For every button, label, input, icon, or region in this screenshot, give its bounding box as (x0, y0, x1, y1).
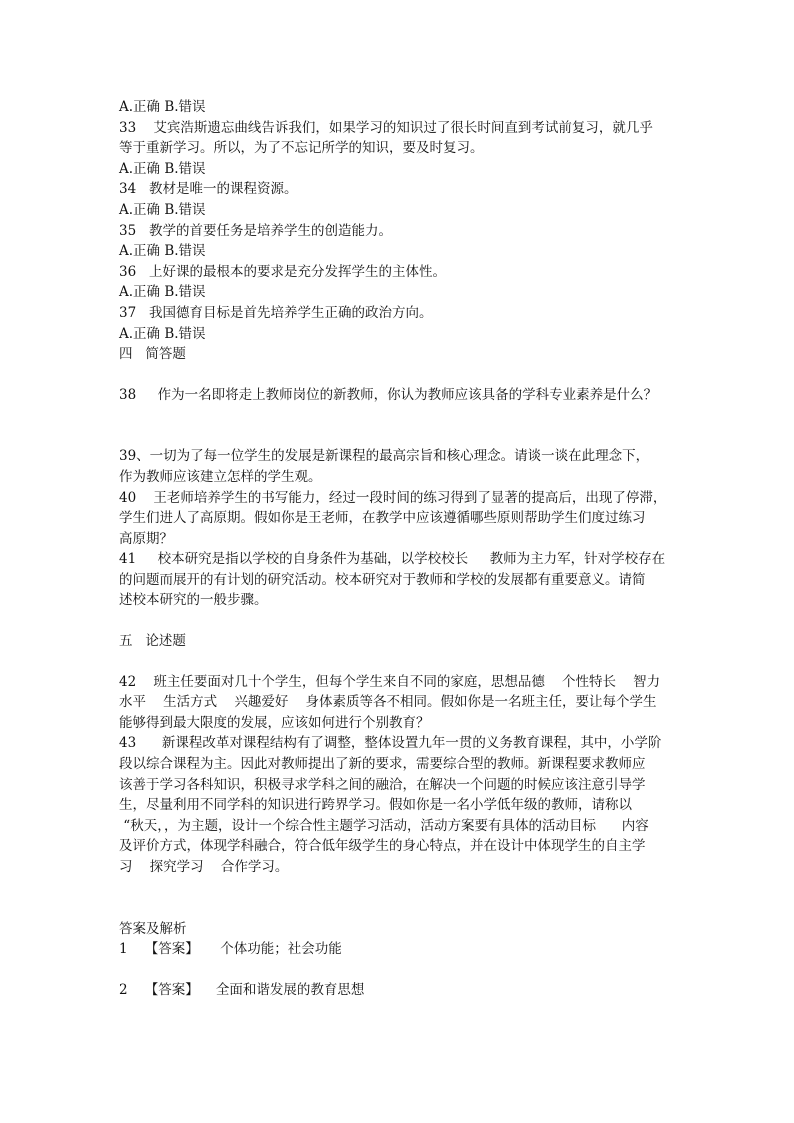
question-39-line1: 39、一切为了每一位学生的发展是新课程的最高宗旨和核心理念。请谈一谈在此理念下， (119, 448, 650, 465)
question-41-line3: 述校本研究的一般步骤。 (119, 592, 268, 609)
question-40-line1: 40 王老师培养学生的书写能力，经过一段时间的练习得到了显著的提高后，出现了停滞， (119, 489, 667, 506)
question-39-line2: 作为教师应该建立怎样的学生观。 (119, 468, 322, 485)
question-43-line6: 及评价方式，体现学科融合，符合低年级学生的身心特点，并在设计中体现学生的自主学 (119, 838, 646, 855)
answer-options: A.正确 B.错误 (119, 243, 206, 260)
answer-options: A.正确 B.错误 (119, 325, 206, 342)
question-41-line2: 的问题而展开的有计划的研究活动。校本研究对于教师和学校的发展都有重要意义。请简 (119, 571, 646, 588)
question-37: 37 我国德育目标是首先培养学生正确的政治方向。 (119, 304, 433, 321)
answer-options: A.正确 B.错误 (119, 160, 206, 177)
section-heading-essay: 五 论述题 (119, 633, 186, 650)
answer-options: A.正确 B.错误 (119, 99, 206, 115)
question-43-line7: 习 探究学习 合作学习。 (119, 859, 289, 875)
question-43-line4: 生，尽量利用不同学科的知识进行跨界学习。假如你是一名小学低年级的教师，请称以 (119, 797, 632, 814)
answer-options: A.正确 B.错误 (119, 284, 206, 301)
question-43-line3: 该善于学习各科知识，积极寻求学科之间的融洽，在解决一个问题的时候应该注意引导学 (119, 776, 646, 793)
question-40-line3: 高原期？ (119, 530, 173, 547)
question-42-line3: 能够得到最大限度的发展，应该如何进行个别教育？ (119, 714, 430, 731)
section-heading-short-answer: 四 简答题 (119, 346, 186, 363)
question-43-line1: 43 新课程改革对课程结构有了调整，整体设置九年一贯的义务教育课程，其中，小学阶 (119, 735, 662, 752)
question-36: 36 上好课的最根本的要求是充分发挥学生的主体性。 (119, 263, 447, 280)
question-40-line2: 学生们进人了高原期。假如你是王老师，在教学中应该遵循哪些原则帮助学生们度过练习 (119, 510, 646, 527)
question-34: 34 教材是唯一的课程资源。 (119, 181, 298, 198)
document-page (119, 97, 679, 1000)
question-33-line2: 等于重新学习。所以，为了不忘记所学的知识，要及时复习。 (119, 140, 484, 157)
question-41-line1: 41 校本研究是指以学校的自身条件为基础，以学校校长 教师为主力军，针对学校存在 (119, 551, 666, 568)
answers-heading: 答案及解析 (119, 920, 187, 937)
answer-1: 1 【答案】 个体功能；社会功能 (119, 941, 342, 958)
question-43-line2: 段以综合课程为主。因此对教师提出了新的要求，需要综合型的教师。新课程要求教师应 (119, 756, 646, 773)
question-43-line5: “秋天，，为主题，设计一个综合性主题学习活动，活动方案要有具体的活动目标 内容 (119, 817, 649, 834)
answer-2: 2 【答案】 全面和谐发展的教育思想 (119, 981, 365, 998)
question-35: 35 教学的首要任务是培养学生的创造能力。 (119, 222, 393, 239)
question-42-line2: 水平 生活方式 兴趣爱好 身体素质等各不相同。假如你是一名班主任，要让每个学生 (119, 694, 657, 711)
question-33-line1: 33 艾宾浩斯遗忘曲线告诉我们，如果学习的知识过了很长时间直到考试前复习，就几乎 (119, 119, 653, 136)
question-38: 38 作为一名即将走上教师岗位的新教师，你认为教师应该具备的学科专业素养是什么？ (119, 386, 658, 403)
question-42-line1: 42 班主任要面对几十个学生，但每个学生来自不同的家庭，思想品德 个性特长 智力 (119, 673, 661, 690)
answer-options: A.正确 B.错误 (119, 201, 206, 218)
